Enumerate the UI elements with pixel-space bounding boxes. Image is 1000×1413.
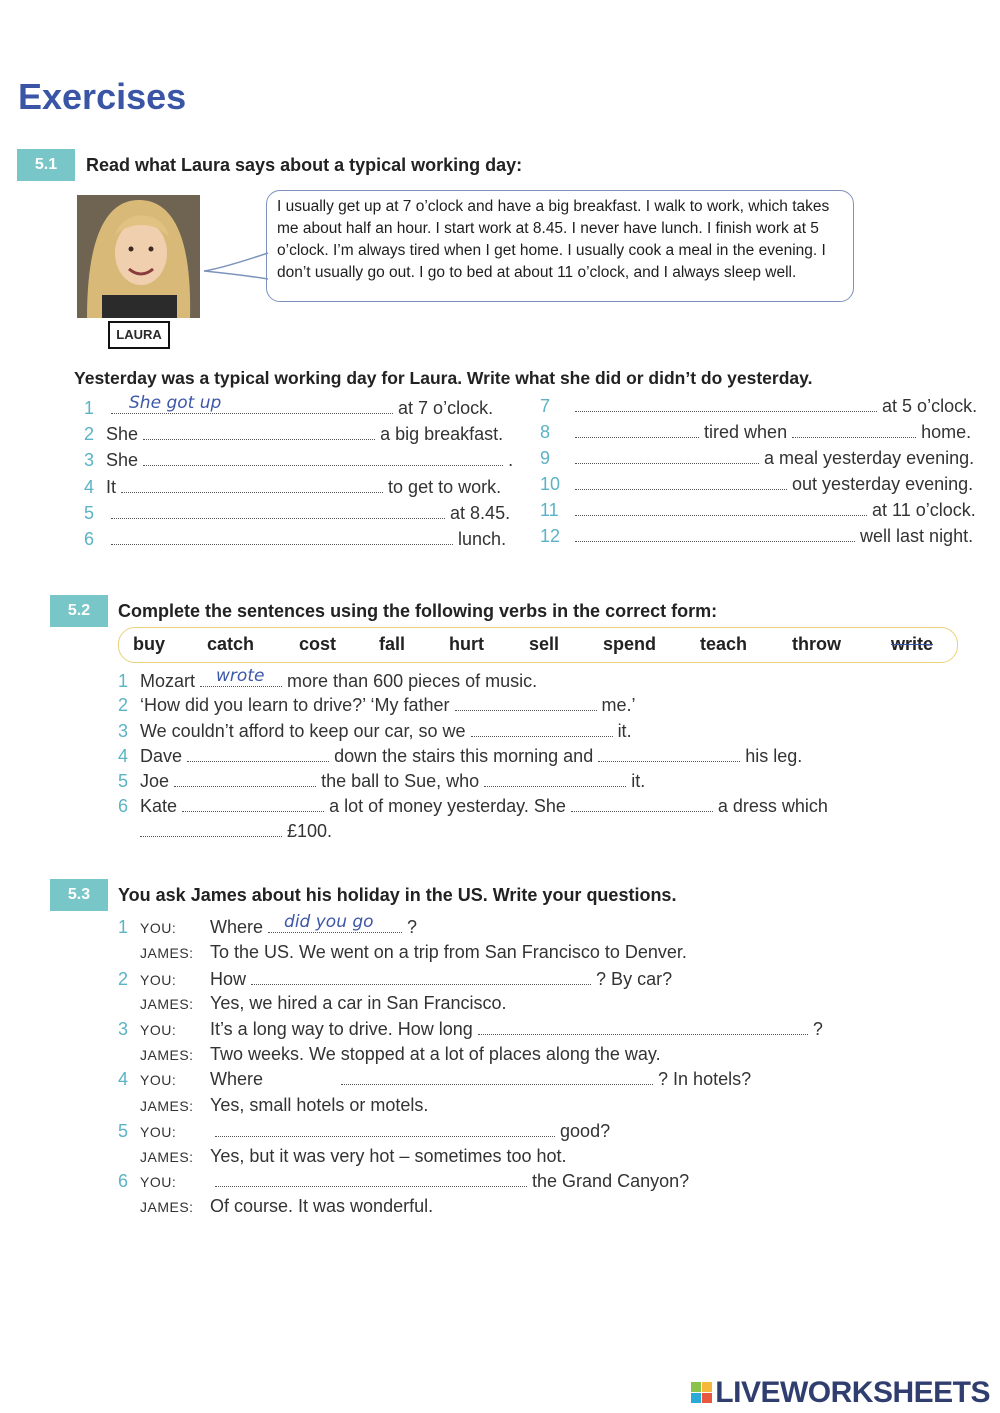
item-number: 5 — [118, 771, 129, 791]
speaker-james: JAMES: — [140, 1047, 194, 1063]
item-text: the ball to Sue, who — [321, 771, 480, 791]
answer-blank[interactable] — [143, 425, 375, 440]
speaker-james: JAMES: — [140, 1098, 194, 1114]
item-number: 1 — [84, 398, 95, 418]
handwritten-answer: She got up — [129, 393, 222, 413]
question-text: good? — [560, 1121, 611, 1141]
answer-blank[interactable] — [200, 666, 282, 687]
question-text: Where — [210, 917, 264, 937]
exercise-instruction-5-1: Yesterday was a typical working day for Laura. Write what she did or didn’t do yesterday. — [74, 368, 813, 388]
reply-text: Two weeks. We stopped at a lot of places along the way. — [210, 1044, 661, 1064]
dialogue-question — [118, 1069, 751, 1090]
item-number: 11 — [540, 500, 559, 520]
dialogue-question — [118, 912, 418, 938]
item-text: at 5 o’clock. — [882, 396, 978, 416]
verb-throw: throw — [792, 634, 841, 654]
item-text: . — [508, 450, 514, 470]
item-number: 3 — [118, 1019, 129, 1039]
answer-blank[interactable] — [455, 696, 597, 711]
item-text: at 8.45. — [450, 503, 511, 523]
word-box — [118, 627, 958, 663]
speaker-you: YOU: — [140, 1124, 177, 1140]
reply-text: To the US. We went on a trip from San Francisco to Denver. — [210, 942, 687, 962]
answer-blank[interactable] — [792, 423, 916, 438]
answer-blank[interactable] — [575, 475, 787, 490]
logo-icon — [691, 1378, 713, 1400]
logo-text: LIVEWORKSHEETS — [715, 1376, 990, 1409]
answer-blank[interactable] — [121, 478, 383, 493]
list-item — [540, 526, 973, 547]
item-number: 3 — [84, 450, 95, 470]
answer-blank[interactable] — [111, 530, 453, 545]
list-item — [118, 771, 645, 792]
verb-teach: teach — [700, 634, 748, 654]
question-text: ? — [407, 917, 418, 937]
question-text: ? In hotels? — [658, 1069, 752, 1089]
answer-blank[interactable] — [478, 1020, 808, 1035]
item-number: 5 — [84, 503, 95, 523]
answer-blank[interactable] — [575, 449, 759, 464]
answer-blank[interactable] — [215, 1122, 555, 1137]
answer-blank[interactable] — [174, 772, 316, 787]
liveworksheets-logo — [691, 1376, 990, 1410]
list-item — [118, 746, 802, 767]
verb-sell: sell — [529, 634, 560, 654]
speaker-james: JAMES: — [140, 945, 194, 961]
answer-blank[interactable] — [575, 423, 699, 438]
item-number: 9 — [540, 448, 551, 468]
item-text: it. — [617, 721, 632, 741]
item-text: a big breakfast. — [380, 424, 504, 444]
verb-write: write — [891, 634, 934, 654]
answer-blank[interactable] — [575, 397, 877, 412]
exercise-heading-5-2: Complete the sentences using the following verbs in the correct form: — [118, 601, 718, 621]
speaker-james: JAMES: — [140, 1149, 194, 1165]
item-text: She — [106, 450, 139, 470]
laura-photo — [77, 195, 200, 318]
item-number: 6 — [118, 796, 129, 816]
item-text: a meal yesterday evening. — [764, 448, 975, 468]
speaker-james: JAMES: — [140, 996, 194, 1012]
answer-blank[interactable] — [471, 722, 613, 737]
item-text: ‘How did you learn to drive?’ ‘My father — [140, 695, 450, 715]
list-item — [540, 422, 971, 443]
item-text: She — [106, 424, 139, 444]
item-number: 8 — [540, 422, 551, 442]
item-number: 2 — [84, 424, 95, 444]
exercise-number-5-2: 5.2 — [50, 595, 108, 627]
item-text: it. — [631, 771, 646, 791]
answer-blank[interactable] — [341, 1070, 653, 1085]
item-text: tired when — [704, 422, 788, 442]
item-text: Joe — [140, 771, 170, 791]
question-text: How — [210, 969, 247, 989]
list-item — [84, 477, 501, 498]
item-number: 5 — [118, 1121, 129, 1141]
list-item — [118, 796, 828, 817]
exercise-heading-5-3: You ask James about his holiday in the US. Write your questions. — [118, 885, 677, 905]
laura-caption: LAURA — [108, 321, 170, 349]
item-text: down the stairs this morning and — [334, 746, 594, 766]
list-item — [540, 474, 973, 495]
item-text: We couldn’t afford to keep our car, so we — [140, 721, 466, 741]
list-item — [84, 503, 510, 524]
verb-buy: buy — [133, 634, 166, 654]
list-item — [84, 424, 503, 445]
answer-blank[interactable] — [251, 970, 591, 985]
list-item — [84, 450, 513, 471]
reply-text: Yes, small hotels or motels. — [210, 1095, 429, 1115]
question-text: It’s a long way to drive. How long — [210, 1019, 473, 1039]
verb-catch: catch — [207, 634, 255, 654]
question-text: Where — [210, 1069, 264, 1089]
answer-blank[interactable] — [598, 747, 740, 762]
list-item-continued — [140, 821, 332, 842]
dialogue-reply — [140, 1095, 428, 1116]
item-number: 10 — [540, 474, 561, 494]
speaker-you: YOU: — [140, 920, 177, 936]
dialogue-reply — [140, 1146, 567, 1167]
dialogue-reply — [140, 1044, 661, 1065]
answer-blank[interactable] — [111, 393, 393, 414]
exercise-heading-5-1: Read what Laura says about a typical working day: — [86, 155, 523, 175]
reply-text: Of course. It was wonderful. — [210, 1196, 434, 1216]
item-text: more than 600 pieces of music. — [287, 671, 538, 691]
verb-fall: fall — [379, 634, 406, 654]
dialogue-question — [118, 1019, 823, 1040]
page-title: Exercises — [18, 76, 187, 117]
answer-blank[interactable] — [140, 822, 282, 837]
item-number: 2 — [118, 969, 129, 989]
answer-blank[interactable] — [143, 451, 503, 466]
answer-blank[interactable] — [187, 747, 329, 762]
item-text: out yesterday evening. — [792, 474, 974, 494]
item-text: to get to work. — [388, 477, 502, 497]
item-number: 12 — [540, 526, 561, 546]
verb-cost: cost — [299, 634, 337, 654]
list-item — [540, 500, 976, 521]
answer-blank[interactable] — [575, 527, 855, 542]
speaker-you: YOU: — [140, 1022, 177, 1038]
dialogue-question — [118, 1171, 689, 1192]
item-text: lunch. — [458, 529, 507, 549]
answer-blank[interactable] — [268, 912, 402, 933]
item-number: 6 — [118, 1171, 129, 1191]
answer-blank[interactable] — [215, 1172, 527, 1187]
item-text: Mozart — [140, 671, 196, 691]
item-text: Kate — [140, 796, 178, 816]
verb-hurt: hurt — [449, 634, 484, 654]
item-text: Dave — [140, 746, 183, 766]
item-number: 1 — [118, 671, 129, 691]
dialogue-question — [118, 1121, 610, 1142]
answer-blank[interactable] — [575, 501, 867, 516]
speech-bubble: I usually get up at 7 o’clock and have a big breakfast. I walk to work, which takes me about half an hour. I start work at 8.45. I never have lunch. I finish work at 5 o’clock. I’m always tired when I get home. I usually cook a meal in the evening. I don’t usually go out. I go to bed at about 11 o’clock, and I always sleep well. — [266, 190, 854, 302]
item-text: home. — [921, 422, 972, 442]
item-text: well last night. — [860, 526, 974, 546]
item-text: at 7 o’clock. — [398, 398, 494, 418]
speaker-you: YOU: — [140, 972, 177, 988]
item-text: a dress which — [717, 796, 828, 816]
list-item — [540, 448, 974, 469]
exercise-number-5-1: 5.1 — [17, 149, 75, 181]
answer-blank[interactable] — [571, 797, 713, 812]
question-text: ? By car? — [596, 969, 673, 989]
list-item — [118, 695, 636, 716]
verb-spend: spend — [603, 634, 657, 654]
dialogue-reply — [140, 993, 506, 1014]
reply-text: Yes, but it was very hot – sometimes too hot. — [210, 1146, 567, 1166]
answer-blank[interactable] — [484, 772, 626, 787]
speaker-you: YOU: — [140, 1174, 177, 1190]
list-item — [118, 721, 632, 742]
reply-text: Yes, we hired a car in San Francisco. — [210, 993, 507, 1013]
list-item — [540, 396, 977, 417]
list-item — [84, 529, 506, 550]
dialogue-reply — [140, 1196, 433, 1217]
item-text: his leg. — [745, 746, 803, 766]
exercise-number-5-3: 5.3 — [50, 879, 108, 911]
item-number: 4 — [118, 746, 129, 766]
item-number: 2 — [118, 695, 129, 715]
handwritten-answer: wrote — [216, 666, 265, 686]
item-number: 3 — [118, 721, 129, 741]
item-text: £100. — [287, 821, 333, 841]
item-text: a lot of money yesterday. She — [329, 796, 566, 816]
list-item — [118, 666, 538, 692]
speech-bubble-tail — [198, 245, 270, 285]
dialogue-question — [118, 969, 672, 990]
item-number: 4 — [84, 477, 95, 497]
item-number: 4 — [118, 1069, 129, 1089]
item-number: 7 — [540, 396, 551, 416]
dialogue-reply — [140, 942, 687, 963]
handwritten-answer: did you go — [284, 912, 374, 932]
item-number: 6 — [84, 529, 95, 549]
speaker-james: JAMES: — [140, 1199, 194, 1215]
question-text: ? — [812, 1019, 823, 1039]
speaker-you: YOU: — [140, 1072, 177, 1088]
answer-blank[interactable] — [182, 797, 324, 812]
item-text: It — [106, 477, 117, 497]
answer-blank[interactable] — [111, 504, 445, 519]
item-number: 1 — [118, 917, 129, 937]
item-text: at 11 o’clock. — [872, 500, 976, 520]
list-item — [84, 393, 494, 419]
item-text: me.’ — [601, 695, 636, 715]
question-text: the Grand Canyon? — [532, 1171, 690, 1191]
